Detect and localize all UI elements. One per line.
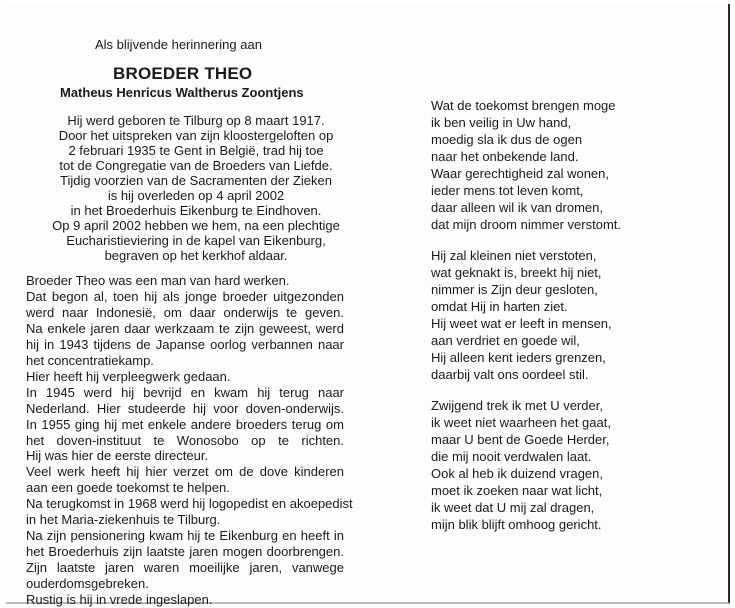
bio-line: is hij overleden op 4 april 2002 bbox=[107, 188, 285, 203]
life-line: werd naar Indonesië, om daar onderwijs te geven. bbox=[26, 304, 344, 320]
poem-line: die mij nooit verdwalen laat. bbox=[431, 449, 592, 464]
poem-line: nimmer is Zijn deur gesloten, bbox=[431, 282, 598, 297]
poem-line: Zwijgend trek ik met U verder, bbox=[431, 398, 603, 413]
poem-line: daarbij valt ons oordeel stil. bbox=[431, 367, 589, 382]
poem-line: moedig sla ik dus de ogen bbox=[431, 132, 583, 147]
poem-line: Wat de toekomst brengen moge bbox=[431, 98, 616, 113]
bio-block bbox=[38, 113, 354, 263]
poem-line: ik weet dat U mij zal dragen, bbox=[431, 500, 595, 515]
life-line: Rustig is hij in vrede ingeslapen. bbox=[26, 592, 213, 608]
life-line: In 1945 werd hij bevrijd en kwam hij terug naar bbox=[26, 384, 344, 400]
poem-line: Hij alleen kent ieders grenzen, bbox=[431, 350, 606, 365]
bio-line: 2 februari 1935 te Gent in België, trad hij toe bbox=[68, 143, 324, 158]
poem-line: ik weet niet waarheen het gaat, bbox=[431, 415, 611, 430]
bio-line: Door het uitspreken van zijn kloostergeloften op bbox=[58, 128, 334, 143]
life-line: Zijn laatste jaren waren moeilijke jaren, vanwege bbox=[26, 560, 344, 576]
poem-line: mijn blik blijft omhoog gericht. bbox=[431, 517, 602, 532]
poem-line: aan verdriet en goede wil, bbox=[431, 333, 580, 348]
poem-stanza bbox=[431, 247, 711, 383]
bio-line: begraven op het kerkhof aldaar. bbox=[104, 248, 288, 263]
bio-line: Tijdig voorzien van de Sacramenten der Zieken bbox=[60, 173, 332, 188]
life-line: ouderdomsgebreken. bbox=[26, 576, 149, 592]
life-line: in het Maria-ziekenhuis te Tilburg. bbox=[26, 512, 221, 528]
deceased-full-name: Matheus Henricus Waltherus Zoontjens bbox=[60, 85, 304, 100]
poem-line: dat mijn droom nimmer verstomt. bbox=[431, 217, 621, 232]
life-line: Na enkele jaren daar werkzaam te zijn geweest, werd bbox=[26, 320, 344, 336]
life-line: het doven-instituut te Wonosobo op te richten. bbox=[26, 432, 344, 448]
deceased-name: BROEDER THEO bbox=[113, 64, 253, 83]
life-story bbox=[26, 273, 353, 608]
life-line: Dat begon al, toen hij als jonge broeder uitgezonden bbox=[26, 288, 344, 304]
life-line: Nederland. Hier studeerde hij voor doven-onderwijs. bbox=[26, 400, 344, 416]
poem bbox=[431, 97, 711, 547]
poem-stanza bbox=[431, 97, 711, 233]
bio-line: in het Broederhuis Eikenburg te Eindhoven. bbox=[70, 203, 322, 218]
poem-line: daar alleen wil ik van dromen, bbox=[431, 200, 603, 215]
poem-line: Waar gerechtigheid zal wonen, bbox=[431, 166, 610, 181]
life-line: Hier heeft hij verpleegwerk gedaan. bbox=[26, 368, 231, 384]
life-line: Broeder Theo was een man van hard werken. bbox=[26, 273, 290, 288]
bio-line: Eucharistieviering in de kapel van Eikenburg, bbox=[66, 233, 326, 248]
intro-line: Als blijvende herinnering aan bbox=[95, 37, 262, 52]
poem-line: ieder mens tot leven komt, bbox=[431, 183, 584, 198]
poem-line: maar U bent de Goede Herder, bbox=[431, 432, 610, 447]
life-line: Na zijn pensionering kwam hij te Eikenburg en heeft in bbox=[26, 528, 344, 544]
life-line: aan een goede toekomst te helpen. bbox=[26, 480, 230, 496]
poem-stanza bbox=[431, 397, 711, 533]
poem-line: Hij weet wat er leeft in mensen, bbox=[431, 316, 612, 331]
life-line: Veel werk heeft hij hier verzet om de dove kinderen bbox=[26, 464, 344, 480]
poem-line: Ook al heb ik duizend vragen, bbox=[431, 466, 603, 481]
life-line: het Broederhuis zijn laatste jaren mogen doorbrengen. bbox=[26, 544, 344, 560]
poem-line: naar het onbekende land. bbox=[431, 149, 579, 164]
life-line: Na terugkomst in 1968 werd hij logopedist en akoepedist bbox=[26, 496, 353, 512]
life-line: In 1955 ging hij met enkele andere broeders terug om bbox=[26, 416, 344, 432]
poem-line: ik ben veilig in Uw hand, bbox=[431, 115, 572, 130]
poem-line: moet ik zoeken naar wat licht, bbox=[431, 483, 603, 498]
bio-line: Hij werd geboren te Tilburg op 8 maart 1917. bbox=[67, 113, 325, 128]
life-line: hij in 1943 tijdens de Japanse oorlog verbannen naar bbox=[26, 336, 344, 352]
life-line: Hij was hier de eerste directeur. bbox=[26, 448, 209, 464]
bio-line: Op 9 april 2002 hebben we hem, na een plechtige bbox=[52, 218, 340, 233]
poem-line: Hij zal kleinen niet verstoten, bbox=[431, 248, 597, 263]
bio-line: tot de Congregatie van de Broeders van Liefde. bbox=[59, 158, 333, 173]
poem-line: wat geknakt is, breekt hij niet, bbox=[431, 265, 602, 280]
life-line: het concentratiekamp. bbox=[26, 352, 154, 368]
poem-line: omdat Hij in harten ziet. bbox=[431, 299, 568, 314]
